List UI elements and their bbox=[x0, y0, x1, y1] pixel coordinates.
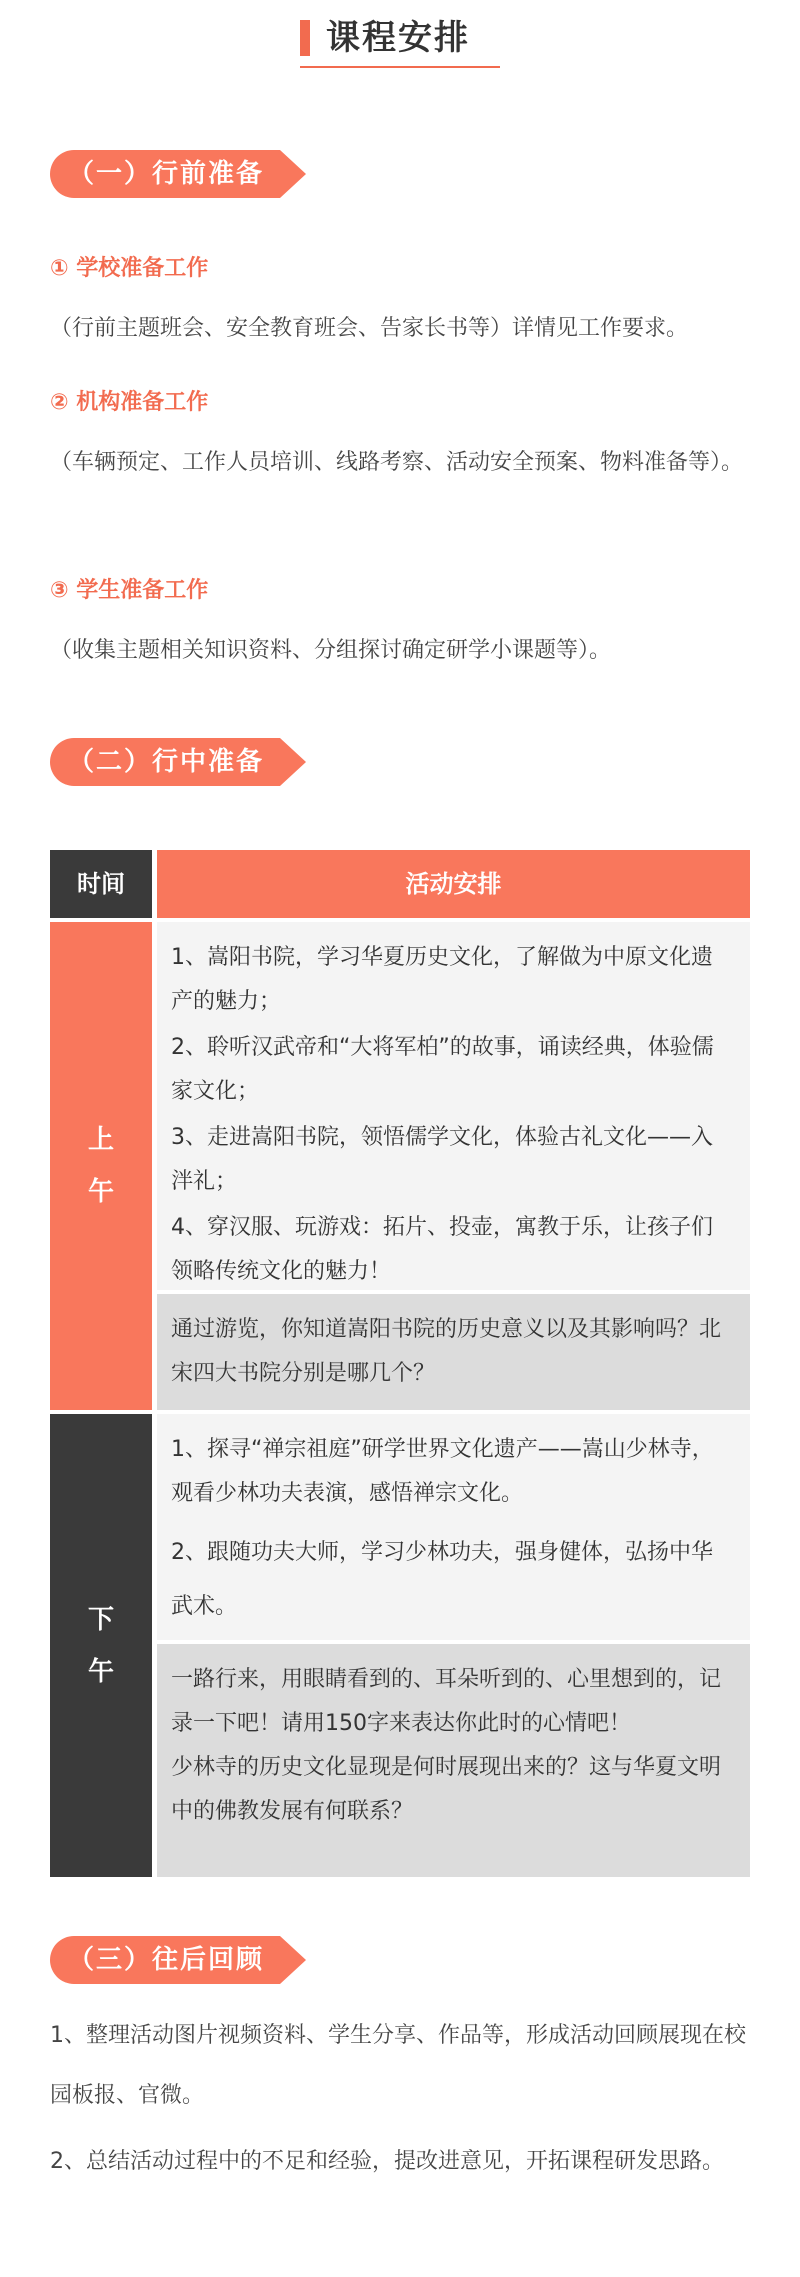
student-prep-heading: ③ 学生准备工作 bbox=[50, 578, 209, 603]
morning-label: 上午 bbox=[87, 1125, 114, 1207]
morning-activity: 3、走进嵩阳书院，领悟儒学文化，体验古礼文化——入泮礼； bbox=[171, 1125, 713, 1194]
afternoon-activity: 2、跟随功夫大师，学习少林功夫，强身健体，弘扬中华武术。 bbox=[171, 1540, 713, 1619]
morning-question-cell bbox=[157, 1294, 750, 1410]
agency-prep-heading: ② 机构准备工作 bbox=[50, 390, 209, 415]
afternoon-question: 一路行来，用眼睛看到的、耳朵听到的、心里想到的，记录一下吧！请用150字来表达你此时的心情吧！ bbox=[171, 1667, 722, 1736]
title-underline bbox=[300, 66, 500, 68]
afternoon-question: 少林寺的历史文化显现是何时展现出来的？这与华夏文明中的佛教发展有何联系？ bbox=[171, 1755, 722, 1824]
afternoon-label: 下午 bbox=[87, 1604, 114, 1687]
section-banner-during-trip bbox=[50, 738, 306, 786]
activity-schedule-table bbox=[50, 850, 750, 1877]
afternoon-question-cell bbox=[157, 1644, 750, 1877]
afternoon-activity: 1、探寻“禅宗祖庭”研学世界文化遗产——嵩山少林寺，观看少林功夫表演，感悟禅宗文化。 bbox=[171, 1437, 714, 1506]
review-item: 2、总结活动过程中的不足和经验，提改进意见，开拓课程研发思路。 bbox=[50, 2149, 724, 2174]
morning-question: 通过游览，你知道嵩阳书院的历史意义以及其影响吗？北宋四大书院分别是哪几个？ bbox=[171, 1317, 722, 1386]
afternoon-activities-cell bbox=[157, 1414, 750, 1640]
afternoon-time-cell bbox=[50, 1414, 152, 1877]
page-title bbox=[300, 8, 500, 68]
section-banner-pre-trip bbox=[50, 150, 306, 198]
agency-prep-text: （车辆预定、工作人员培训、线路考察、活动安全预案、物料准备等）。 bbox=[50, 450, 744, 475]
morning-activity: 1、嵩阳书院，学习华夏历史文化，了解做为中原文化遗产的魅力； bbox=[171, 945, 713, 1014]
review-item: 1、整理活动图片视频资料、学生分享、作品等，形成活动回顾展现在校园板报、官微。 bbox=[50, 2023, 746, 2108]
section-banner-review bbox=[50, 1936, 306, 1984]
title-accent-bar bbox=[300, 20, 310, 56]
banner-label: （一）行前准备 bbox=[68, 159, 265, 189]
school-prep-text: （行前主题班会、安全教育班会、告家长书等）详情见工作要求。 bbox=[50, 316, 689, 341]
banner-label: （三）往后回顾 bbox=[68, 1945, 265, 1975]
morning-activity: 2、聆听汉武帝和“大将军柏”的故事，诵读经典，体验儒家文化； bbox=[171, 1035, 714, 1104]
table-header-activity: 活动安排 bbox=[157, 850, 750, 918]
banner-label: （二）行中准备 bbox=[68, 747, 265, 777]
morning-time-cell bbox=[50, 922, 152, 1410]
table-header-time: 时间 bbox=[50, 850, 152, 918]
school-prep-heading: ① 学校准备工作 bbox=[50, 256, 209, 281]
page-title-text: 课程安排 bbox=[326, 18, 470, 58]
morning-activities-cell bbox=[157, 922, 750, 1290]
student-prep-text: （收集主题相关知识资料、分组探讨确定研学小课题等）。 bbox=[50, 638, 612, 663]
morning-activity: 4、穿汉服、玩游戏：拓片、投壶，寓教于乐，让孩子们领略传统文化的魅力！ bbox=[171, 1215, 713, 1284]
